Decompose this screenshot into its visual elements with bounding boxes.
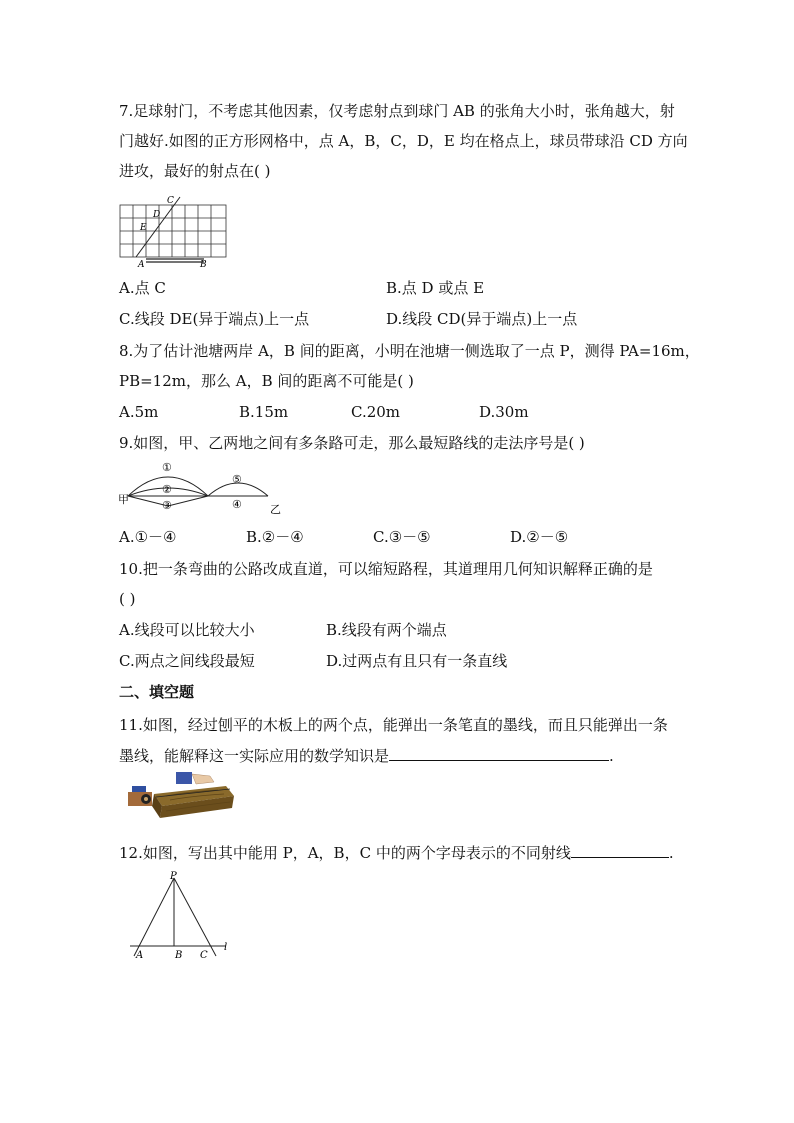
q11-wood-board-figure [126,768,236,820]
q11-sleeve [176,772,192,784]
q7-grid-figure [118,193,230,269]
q7-option-a: A.点 C [119,279,166,297]
q12-label-c: C [200,950,208,961]
section-title-fill-in: 二、填空题 [119,683,195,701]
q12-text-line1 [119,843,674,863]
q7-text-line2: 门越好.如图的正方形网格中，点 A，B，C，D，E 均在格点上，球员带球沿 CD 方向 [119,132,688,150]
q9-option-a: A.①－④ [119,528,177,546]
q7-label-e: E [140,223,147,233]
q9-label-route-1: ① [162,461,172,474]
q8-option-b: B.15m [239,403,289,421]
q8-option-c: C.20m [351,403,401,421]
q7-label-b: B [200,260,207,269]
q11-text-line1: 11.如图，经过刨平的木板上的两个点，能弹出一条笔直的墨线，而且只能弹出一条 [119,716,668,734]
q9-option-d: D.②－⑤ [510,528,569,546]
q10-option-a: A.线段可以比较大小 [119,621,255,639]
q9-label-end: 乙 [270,503,281,516]
q7-option-b: B.点 D 或点 E [386,279,485,297]
q11-text-line2 [119,746,614,766]
q7-text-line1: 7.足球射门，不考虑其他因素，仅考虑射点到球门 AB 的张角大小时，张角越大，射 [119,102,675,120]
q8-text-line2: PB=12m，那么 A，B 间的距离不可能是( ) [119,372,414,390]
q12-label-b: B [175,950,183,961]
q12-ray-pc [174,878,216,956]
q9-label-start: 甲 [118,493,129,506]
q9-routes-figure [118,456,288,516]
q12-label-l: l [224,942,228,953]
q8-option-a: A.5m [119,403,159,421]
q11-text-line2-end: . [609,747,614,765]
q11-answer-blank[interactable] [389,746,609,761]
q12-triangle-figure [126,870,238,962]
q9-label-route-3: ③ [162,499,172,512]
q7-option-c: C.线段 DE(异于端点)上一点 [119,310,310,328]
q9-option-c: C.③－⑤ [373,528,431,546]
q9-label-route-2: ② [162,483,172,496]
q10-text-line1: 10.把一条弯曲的公路改成直道，可以缩短路程，其道理用几何知识解释正确的是 [119,560,653,578]
q7-label-c: C [167,196,174,206]
q12-answer-blank[interactable] [571,843,669,858]
q12-ray-pa [134,878,174,956]
q9-label-route-5: ⑤ [232,473,242,486]
q10-option-d: D.过两点有且只有一条直线 [326,652,508,670]
q10-option-c: C.两点之间线段最短 [119,652,255,670]
q7-label-d: D [153,210,161,220]
q7-label-a: A [138,260,145,269]
q12-label-p: P [170,871,177,882]
q11-hand [192,774,214,784]
q9-text-line1: 9.如图，甲、乙两地之间有多条路可走，那么最短路线的走法序号是( ) [119,434,585,452]
q10-option-b: B.线段有两个端点 [326,621,447,639]
q9-label-route-4: ④ [232,498,242,511]
q7-goal-ab [146,259,204,262]
q8-text-line1: 8.为了估计池塘两岸 A，B 间的距离，小明在池塘一侧选取了一点 P，测得 PA=16m， [119,342,700,360]
q12-text-end: . [668,844,674,862]
q12-label-a: A [136,950,144,961]
q7-text-line3: 进攻，最好的射点在( ) [119,162,271,180]
q7-option-d: D.线段 CD(异于端点)上一点 [386,310,578,328]
q10-text-line2: ( ) [119,590,136,608]
q9-option-b: B.②－④ [246,528,304,546]
q8-option-d: D.30m [479,403,529,421]
q12-text-prefix: 12.如图，写出其中能用 P，A，B，C 中的两个字母表示的不同射线 [119,844,571,862]
q11-text-line2-prefix: 墨线，能解释这一实际应用的数学知识是 [119,747,390,765]
